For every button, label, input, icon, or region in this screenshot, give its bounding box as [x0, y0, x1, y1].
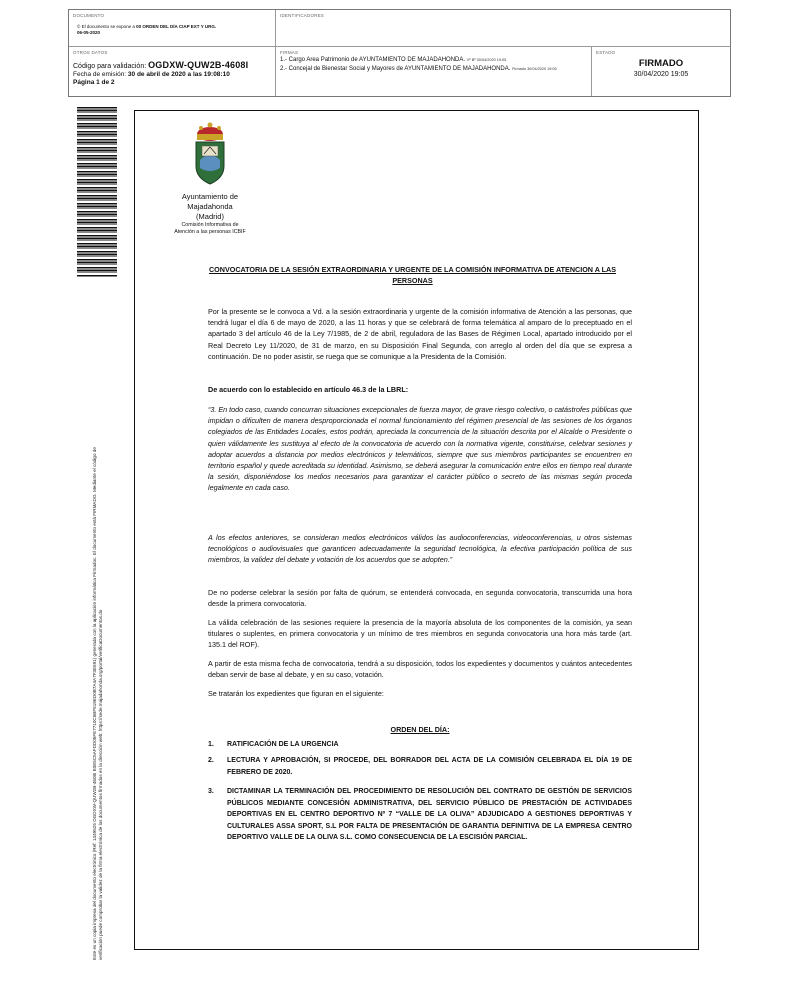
side-line-1: Este es un copia impresa del documento electrónico (Ref: 1349525 OGDXW-QUW2B-4608I E0E5C5AFDD05FE7710C5BF519ED0B7A4A7F3E591) generada con la aplicación informática Firmadoc. El documento está FIRMADO. Mediante el código de: [92, 447, 97, 960]
otros-label: OTROS DATOS: [73, 50, 108, 55]
quote-2: [208, 532, 632, 566]
estado-value: FIRMADO: [638, 58, 684, 69]
codigo-value: OGDXW-QUW2B-4608I: [148, 60, 249, 70]
org-line-1: Ayuntamiento de: [181, 192, 239, 201]
estado-label: ESTADO: [596, 50, 616, 55]
paragraph-1: [208, 306, 632, 362]
barcode-image: [77, 107, 117, 277]
identificadores-label: IDENTIFICADORES: [280, 13, 325, 18]
convocatoria-title: CONVOCATORIA DE LA SESIÓN EXTRAORDINARIA Y URGENTE DE LA COMISIÓN INFORMATIVA DE ATENCION A LAS PERSONAS: [208, 265, 617, 285]
quote-2-text: A los efectos anteriores, se consideran medios electrónicos válidos las audioconferencias, videoconferencias, u otros sistemas tecnológicos o audiovisuales que garanticen adecuadamente la seguridad tecnológica, la efectiva participación política de sus miembros, la validez del debate y votación de los acuerdos que se adopten.”: [208, 533, 632, 565]
orden-item-text: RATIFICACIÓN DE LA URGENCIA: [227, 741, 339, 748]
firma-1-text: 1.- Cargo Area Patrimonio de AYUNTAMIENTO DE MAJADAHONDA.: [280, 57, 466, 63]
paragraph-5-text: A partir de esta misma fecha de convocatoria, tendrá a su disposición, todos los expedientes y documentos y cuántos antecedentes deban servir de base al debate, y en su caso, votación.: [208, 659, 632, 680]
orden-item-number: 1.: [208, 741, 214, 748]
firma-1: [280, 57, 587, 64]
side-verification-text: [92, 290, 104, 960]
fecha-value: 30 de abril de 2020 a las 19:08:10: [127, 71, 230, 78]
documento-cell: [69, 10, 276, 46]
paragraph-4-text: La válida celebración de las sesiones requiere la presencia de la mayoría absoluta de los componentes de la comisión, ya sean titulares o suplentes, en primera convocatoria y un mínimo de tres miembros en segunda convocatoria una hora más tarde (art. 135.1 del ROF).: [208, 618, 632, 650]
paragraph-6-text: Se tratarán los expedientes que figuran en el siguiente:: [208, 689, 384, 698]
estado-cell: [592, 46, 730, 96]
paragraph-2: [208, 384, 632, 395]
firma-2: [280, 66, 587, 73]
orden-del-dia-title: ORDEN DEL DÍA:: [390, 725, 450, 734]
paragraph-1-text: Por la presente se le convoca a Vd. a la sesión extraordinaria y urgente de la comisión informativa de Atención a las personas, que tendrá lugar el día 6 de mayo de 2020, a las 11 horas y que se celebrará de forma telemática al amparo de lo preceptuado en el apartado 3 del artículo 46 de la Ley 7/1985, de 2 de abril, reguladora de las Bases de Régimen Local, apartado introducido por el Real Decreto Ley 11/2020, de 31 de marzo, en su Disposición Final Segunda, con arreglo al orden del día que se expresa a continuación. De no poder asistir, se ruega que se comunique a la Presidenta de la Comisión.: [208, 307, 632, 361]
document-header: [68, 9, 731, 97]
side-line-2: verificación puede comprobar la validez de la firma electrónica de los documentos firmados en la dirección web: https://sede.majadahonda.org/portal/verificaDocumentos.do: [98, 609, 103, 960]
fecha-emision: [73, 71, 271, 78]
paragraph-3-text: De no poderse celebrar la sesión por falta de quórum, se entenderá convocada, en segunda convocatoria, transcurrida una hora desde la primera convocatoria.: [208, 588, 632, 609]
fecha-prefix: Fecha de emisión:: [73, 71, 128, 78]
org-sub-2: Atención a las personas ICBIF: [174, 229, 246, 235]
codigo-validacion: [73, 60, 271, 70]
org-line-3: (Madrid): [196, 212, 224, 221]
paragraph-6: [208, 688, 632, 699]
quote-1: [208, 404, 632, 494]
documento-name: 00 ORDEN DEL DÍA CIAP EXT Y URG.: [136, 24, 217, 29]
paragraph-4: [208, 617, 632, 651]
documento-value: [77, 24, 271, 36]
paragraph-5: [208, 658, 632, 680]
firma-2-meta: Firmado 30/04/2020 19:05: [512, 67, 557, 71]
municipal-crest-icon: [192, 120, 228, 188]
firma-2-text: 2.- Concejal de Bienestar Social y Mayores de AYUNTAMIENTO DE MAJADAHONDA.: [280, 66, 511, 72]
otros-datos-cell: [69, 46, 276, 96]
identificadores-cell: [276, 10, 730, 46]
codigo-prefix: Código para validación:: [73, 63, 149, 70]
org-sub-1: Comisión Informativa de: [181, 222, 239, 228]
documento-prefix: © El documento se expone a: [77, 24, 137, 29]
org-line-2: Majadahonda: [187, 202, 233, 211]
paragraph-2-text: De acuerdo con lo establecido en artículo 46.3 de la LBRL:: [208, 385, 409, 394]
orden-item-text: LECTURA Y APROBACIÓN, SI PROCEDE, DEL BORRADOR DEL ACTA DE LA COMISIÓN CELEBRADA EL DÍA 19 DE FEBRERO DE 2020.: [227, 757, 632, 776]
quote-1-text: “3. En todo caso, cuando concurran situaciones excepcionales de fuerza mayor, de grave riesgo colectivo, o catástrofes públicas que impidan o dificulten de manera desproporcionada el normal funcionamiento del régimen presencial de las sesiones de los órganos colegiados de las Entidades Locales, estos podrán, apreciada la concurrencia de la situación descrita por el Alcalde o Presidente o quien válidamente les sustituya al efecto de la convocatoria de acuerdo con la normativa vigente, constituirse, celebrar sesiones y adoptar acuerdos a distancia por medios electrónicos y telemáticos, siempre que sus miembros participantes se encuentren en territorio español y quede acreditada su identidad. Asimismo, se deberá asegurar la comunicación entre ellos en tiempo real durante la sesión, disponiéndose los medios necesarios para garantizar el carácter público o secreto de las mismas según proceda legalmente en cada caso.: [208, 405, 632, 493]
firmas-label: FIRMAS: [280, 50, 299, 55]
orden-item-number: 2.: [208, 757, 214, 764]
paragraph-3: [208, 587, 632, 609]
organization-block: [160, 192, 260, 236]
orden-item-number: 3.: [208, 788, 214, 795]
firma-1-meta: Vº Bº 30/04/2020 19:05: [466, 58, 507, 62]
documento-date: 06-05-2020: [77, 30, 101, 35]
orden-item-text: DICTAMINAR LA TERMINACIÓN DEL PROCEDIMIENTO DE RESOLUCIÓN DEL CONTRATO DE GESTIÓN DE SERVICIOS PÚBLICOS MEDIANTE CONCESIÓN ADMINISTRATIVA, DEL SERVICIO PÚBLICO DE PRESTACIÓN DE ACTIVIDADES DEPORTIVAS EN EL CENTRO DEPORTIVO Nº 7 “VALLE DE LA OLIVA” ADJUDICADO A GESTIONES DEPORTIVAS Y CULTURALES ASSA SPORT, S.L POR FALTA DE PRESENTACIÓN DE GARANTIA DEFINITIVA DE LA EMPRESA CENTRO DEPORTIVO VALLE DE LA OLIVA S.L. COMO CONSECUENCIA DE LA ESCISIÓN PARCIAL.: [227, 788, 632, 841]
documento-label: DOCUMENTO: [73, 13, 105, 18]
firmas-cell: [276, 46, 592, 96]
pagina-indicator: Página 1 de 2: [73, 79, 115, 86]
estado-date: 30/04/2020 19:05: [633, 71, 689, 78]
